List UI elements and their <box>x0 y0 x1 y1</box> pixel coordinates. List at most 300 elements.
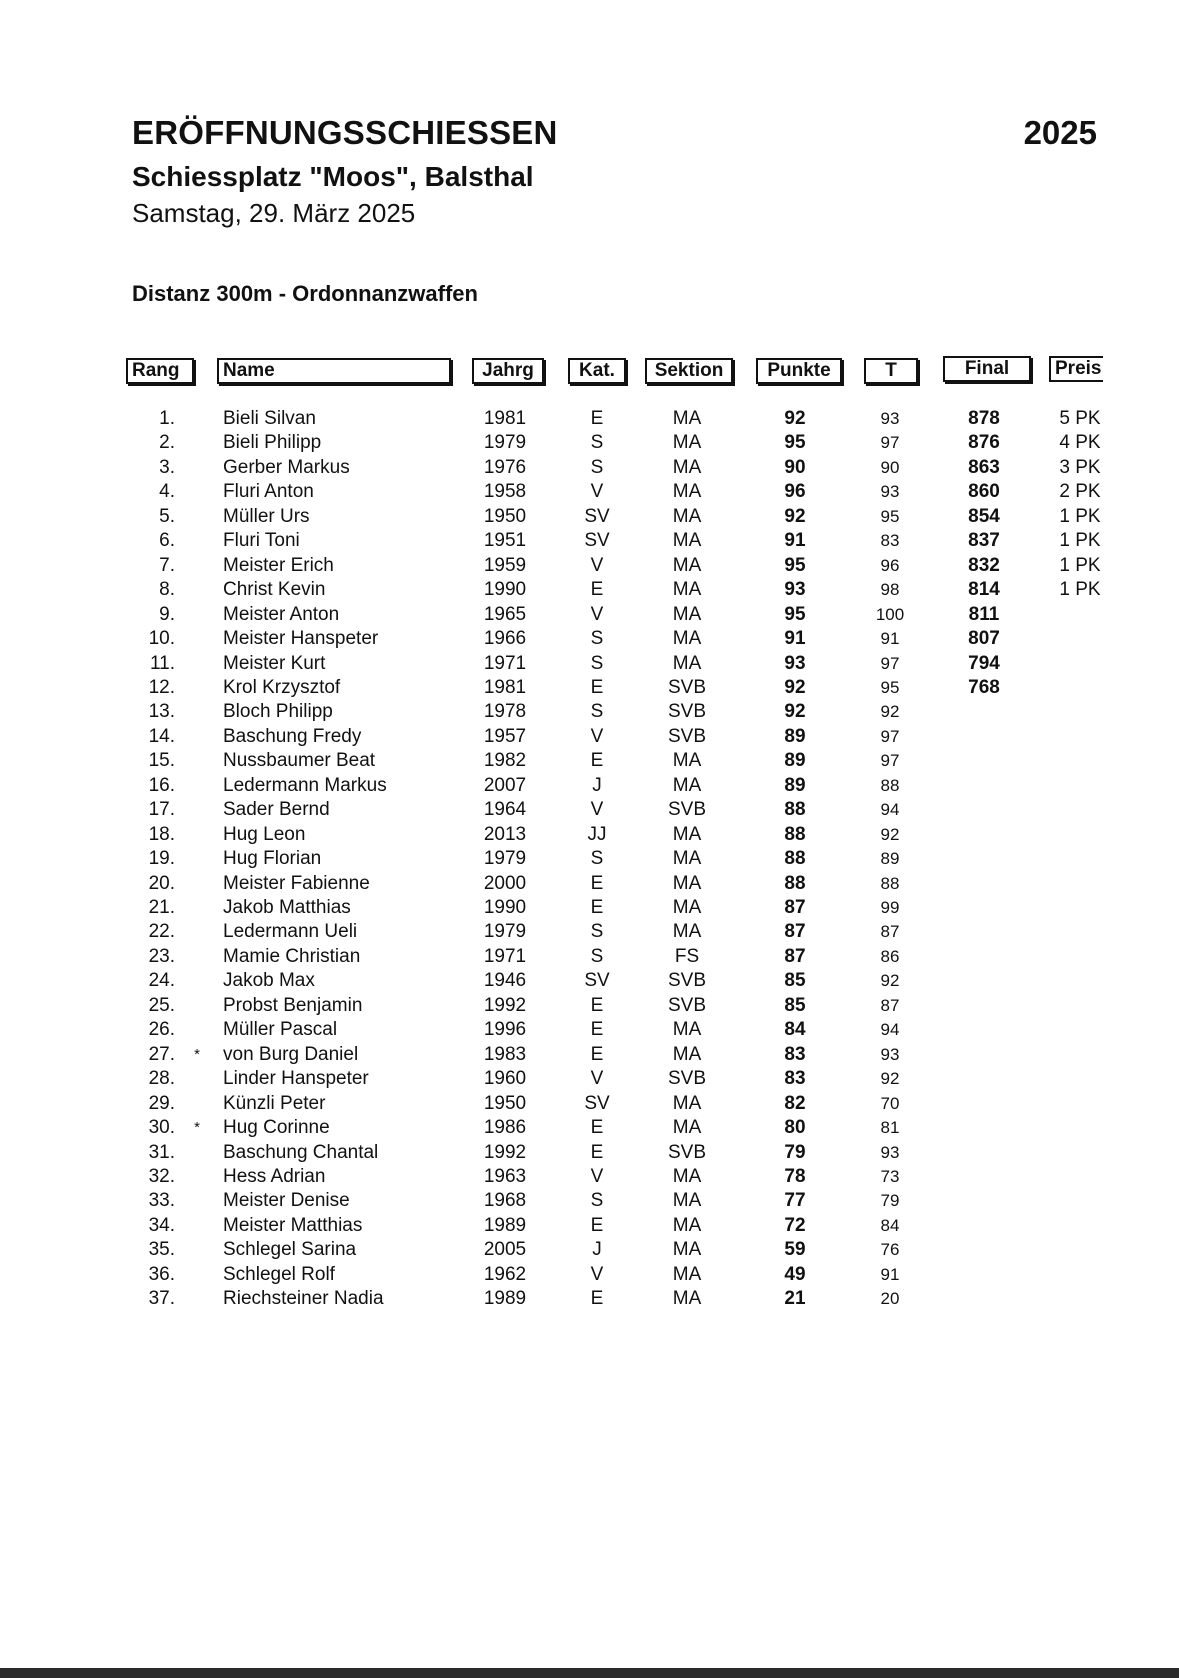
rank-cell: 36. <box>148 1263 175 1285</box>
category-cell: S <box>590 945 604 967</box>
name-cell: Baschung Chantal <box>223 1141 379 1163</box>
points-cell: 84 <box>784 1019 806 1041</box>
prize-cell: 4 PK <box>1059 432 1101 454</box>
name-cell: Gerber Markus <box>223 456 350 478</box>
category-cell: E <box>590 1043 604 1065</box>
category-cell: E <box>590 872 604 894</box>
column-header-preis: Preis <box>1049 356 1103 382</box>
marker-cell: * <box>194 1045 200 1063</box>
t-score-cell: 94 <box>880 1020 900 1040</box>
event-year: 2025 <box>1023 114 1097 151</box>
column-header-name: Name <box>217 358 451 384</box>
rank-cell: 2. <box>159 432 175 454</box>
table-row <box>0 994 1179 1018</box>
table-row <box>0 872 1179 896</box>
section-cell: MA <box>672 1214 702 1236</box>
category-cell: V <box>590 603 604 625</box>
rank-cell: 16. <box>148 774 175 796</box>
section-cell: MA <box>672 652 702 674</box>
section-cell: MA <box>672 921 702 943</box>
category-cell: SV <box>584 530 610 552</box>
table-row <box>0 1092 1179 1116</box>
section-cell: MA <box>672 823 702 845</box>
points-cell: 80 <box>784 1117 806 1139</box>
t-score-cell: 70 <box>880 1093 900 1113</box>
rank-cell: 33. <box>148 1190 175 1212</box>
name-cell: Müller Pascal <box>223 1019 338 1041</box>
section-cell: MA <box>672 432 702 454</box>
table-row <box>0 578 1179 602</box>
t-score-cell: 87 <box>880 922 900 942</box>
t-score-cell: 79 <box>880 1191 900 1211</box>
year-cell: 1989 <box>483 1288 527 1310</box>
table-row <box>0 1067 1179 1091</box>
points-cell: 91 <box>784 628 806 650</box>
rank-cell: 7. <box>159 554 175 576</box>
name-cell: Meister Anton <box>223 603 340 625</box>
t-score-cell: 100 <box>875 604 905 624</box>
rank-cell: 6. <box>159 530 175 552</box>
name-cell: Bieli Silvan <box>223 408 316 429</box>
t-score-cell: 92 <box>880 971 900 991</box>
prize-cell: 5 PK <box>1059 408 1101 429</box>
points-cell: 95 <box>784 603 806 625</box>
final-cell: 876 <box>968 432 1000 454</box>
year-cell: 1971 <box>483 945 527 967</box>
column-header-final: Final <box>943 356 1031 382</box>
t-score-cell: 76 <box>880 1240 900 1260</box>
name-cell: Ledermann Markus <box>223 774 387 796</box>
t-score-cell: 93 <box>880 409 900 428</box>
section-cell: MA <box>672 774 702 796</box>
rank-cell: 9. <box>159 603 175 625</box>
t-score-cell: 98 <box>880 580 900 600</box>
category-cell: S <box>590 432 604 454</box>
table-row <box>0 969 1179 993</box>
t-score-cell: 87 <box>880 995 900 1015</box>
t-score-cell: 84 <box>880 1215 900 1235</box>
year-cell: 2000 <box>483 872 527 894</box>
table-row <box>0 1043 1179 1067</box>
table-row <box>0 945 1179 969</box>
table-row <box>0 480 1179 504</box>
table-row <box>0 920 1179 944</box>
prize-cell: 1 PK <box>1059 554 1101 576</box>
section-cell: MA <box>672 750 702 772</box>
table-row <box>0 823 1179 847</box>
year-cell: 1959 <box>483 554 527 576</box>
section-cell: MA <box>672 603 702 625</box>
category-cell: SV <box>584 1092 610 1114</box>
section-cell: MA <box>672 481 702 503</box>
name-cell: Meister Hanspeter <box>223 628 379 650</box>
final-cell: 794 <box>968 652 1000 674</box>
points-cell: 21 <box>784 1288 806 1310</box>
table-row <box>0 627 1179 651</box>
t-score-cell: 93 <box>880 482 900 502</box>
year-cell: 2007 <box>483 774 527 796</box>
name-cell: Christ Kevin <box>223 579 326 601</box>
name-cell: Linder Hanspeter <box>223 1068 369 1090</box>
year-cell: 1971 <box>483 652 527 674</box>
rank-cell: 22. <box>148 921 175 943</box>
category-cell: E <box>590 1117 604 1139</box>
column-header-punkte: Punkte <box>756 358 842 384</box>
year-cell: 1978 <box>483 701 527 723</box>
marker-cell: * <box>194 1119 200 1137</box>
section-cell: SVB <box>667 701 707 723</box>
table-row <box>0 896 1179 920</box>
category-cell: S <box>590 1190 604 1212</box>
prize-cell: 3 PK <box>1059 456 1101 478</box>
section-cell: SVB <box>667 799 707 821</box>
table-row <box>0 1018 1179 1042</box>
category-cell: E <box>590 408 604 429</box>
rank-cell: 20. <box>148 872 175 894</box>
rank-cell: 5. <box>159 505 175 527</box>
name-cell: Baschung Fredy <box>223 725 362 747</box>
rank-cell: 31. <box>148 1141 175 1163</box>
t-score-cell: 97 <box>880 751 900 771</box>
final-cell: 854 <box>968 505 1000 527</box>
t-score-cell: 92 <box>880 824 900 844</box>
rank-cell: 8. <box>159 579 175 601</box>
table-row <box>0 505 1179 529</box>
category-cell: J <box>592 774 602 796</box>
column-header-t: T <box>864 358 918 384</box>
t-score-cell: 92 <box>880 702 900 722</box>
name-cell: Schlegel Sarina <box>223 1239 357 1261</box>
year-cell: 1957 <box>483 725 527 747</box>
points-cell: 89 <box>784 774 806 796</box>
year-cell: 1981 <box>483 408 527 429</box>
name-cell: Fluri Anton <box>223 481 314 503</box>
rank-cell: 13. <box>148 701 175 723</box>
category-cell: E <box>590 1019 604 1041</box>
table-row <box>0 1287 1179 1311</box>
year-cell: 1968 <box>483 1190 527 1212</box>
category-cell: E <box>590 897 604 918</box>
t-score-cell: 97 <box>880 726 900 746</box>
section-cell: FS <box>674 945 700 967</box>
column-header-rang: Rang <box>126 358 194 384</box>
rank-cell: 17. <box>148 799 175 821</box>
rank-cell: 27. <box>148 1043 175 1065</box>
final-cell: 863 <box>968 456 1000 478</box>
final-cell: 860 <box>968 481 1000 503</box>
year-cell: 1990 <box>483 897 527 918</box>
name-cell: Meister Kurt <box>223 652 326 674</box>
category-cell: E <box>590 994 604 1016</box>
prize-cell: 2 PK <box>1059 481 1101 503</box>
section-cell: MA <box>672 1019 702 1041</box>
t-score-cell: 97 <box>880 653 900 673</box>
final-cell: 837 <box>968 530 1000 552</box>
final-cell: 807 <box>968 628 1000 650</box>
t-score-cell: 96 <box>880 555 900 575</box>
table-row <box>0 1116 1179 1140</box>
table-row <box>0 652 1179 676</box>
column-header-sektion: Sektion <box>645 358 733 384</box>
table-row <box>0 431 1179 455</box>
section-cell: MA <box>672 579 702 601</box>
category-cell: E <box>590 1288 604 1310</box>
table-row <box>0 798 1179 822</box>
name-cell: Krol Krzysztof <box>223 676 341 698</box>
year-cell: 2005 <box>483 1239 527 1261</box>
t-score-cell: 97 <box>880 433 900 453</box>
rank-cell: 28. <box>148 1068 175 1090</box>
rank-cell: 37. <box>148 1288 175 1310</box>
rank-cell: 21. <box>148 897 175 918</box>
name-cell: Hug Florian <box>223 848 322 870</box>
table-row <box>0 700 1179 724</box>
points-cell: 79 <box>784 1141 806 1163</box>
category-cell: JJ <box>587 823 607 845</box>
year-cell: 1986 <box>483 1117 527 1139</box>
points-cell: 96 <box>784 481 806 503</box>
name-cell: Ledermann Ueli <box>223 921 358 943</box>
section-cell: SVB <box>667 676 707 698</box>
year-cell: 1958 <box>483 481 527 503</box>
table-row <box>0 554 1179 578</box>
points-cell: 92 <box>784 701 806 723</box>
name-cell: Jakob Max <box>223 970 315 992</box>
section-cell: SVB <box>667 725 707 747</box>
name-cell: Meister Denise <box>223 1190 350 1212</box>
name-cell: Nussbaumer Beat <box>223 750 376 772</box>
points-cell: 89 <box>784 750 806 772</box>
rank-cell: 15. <box>148 750 175 772</box>
event-location: Schiessplatz "Moos", Balsthal <box>132 161 534 192</box>
name-cell: Hug Leon <box>223 823 306 845</box>
section-cell: MA <box>672 848 702 870</box>
points-cell: 49 <box>784 1263 806 1285</box>
rank-cell: 18. <box>148 823 175 845</box>
rank-cell: 29. <box>148 1092 175 1114</box>
table-row <box>0 1238 1179 1262</box>
section-cell: MA <box>672 1263 702 1285</box>
year-cell: 1992 <box>483 1141 527 1163</box>
points-cell: 82 <box>784 1092 806 1114</box>
rank-cell: 34. <box>148 1214 175 1236</box>
section-cell: MA <box>672 554 702 576</box>
section-cell: MA <box>672 628 702 650</box>
table-row <box>0 1263 1179 1287</box>
table-row <box>0 456 1179 480</box>
points-cell: 59 <box>784 1239 806 1261</box>
section-cell: SVB <box>667 1141 707 1163</box>
rank-cell: 12. <box>148 676 175 698</box>
final-cell: 832 <box>968 554 1000 576</box>
points-cell: 91 <box>784 530 806 552</box>
section-cell: MA <box>672 1288 702 1310</box>
points-cell: 89 <box>784 725 806 747</box>
points-cell: 93 <box>784 652 806 674</box>
category-cell: V <box>590 725 604 747</box>
category-cell: V <box>590 1263 604 1285</box>
category-cell: E <box>590 579 604 601</box>
table-row <box>0 749 1179 773</box>
category-cell: S <box>590 628 604 650</box>
points-cell: 85 <box>784 970 806 992</box>
category-cell: S <box>590 652 604 674</box>
table-row <box>0 1165 1179 1189</box>
year-cell: 1983 <box>483 1043 527 1065</box>
name-cell: Hess Adrian <box>223 1165 326 1187</box>
section-cell: MA <box>672 505 702 527</box>
year-cell: 1996 <box>483 1019 527 1041</box>
name-cell: Künzli Peter <box>223 1092 326 1114</box>
prize-cell: 1 PK <box>1059 579 1101 601</box>
section-cell: MA <box>672 1190 702 1212</box>
t-score-cell: 92 <box>880 1069 900 1089</box>
rank-cell: 4. <box>159 481 175 503</box>
year-cell: 1950 <box>483 505 527 527</box>
category-cell: SV <box>584 505 610 527</box>
points-cell: 95 <box>784 554 806 576</box>
section-cell: MA <box>672 530 702 552</box>
year-cell: 1950 <box>483 1092 527 1114</box>
t-score-cell: 88 <box>880 775 900 795</box>
section-cell: MA <box>672 872 702 894</box>
category-cell: V <box>590 481 604 503</box>
points-cell: 93 <box>784 579 806 601</box>
table-row <box>0 1189 1179 1213</box>
table-row <box>0 847 1179 871</box>
t-score-cell: 86 <box>880 946 900 966</box>
table-row <box>0 603 1179 627</box>
name-cell: Meister Fabienne <box>223 872 370 894</box>
prize-cell: 1 PK <box>1059 505 1101 527</box>
category-cell: S <box>590 848 604 870</box>
t-score-cell: 93 <box>880 1044 900 1064</box>
final-cell: 768 <box>968 676 1000 698</box>
points-cell: 88 <box>784 799 806 821</box>
category-cell: V <box>590 554 604 576</box>
rank-cell: 11. <box>149 652 175 674</box>
t-score-cell: 93 <box>880 1142 900 1162</box>
prize-cell: 1 PK <box>1059 530 1101 552</box>
section-cell: MA <box>672 1239 702 1261</box>
points-cell: 85 <box>784 994 806 1016</box>
category-cell: J <box>592 1239 602 1261</box>
t-score-cell: 95 <box>880 677 900 697</box>
table-row <box>0 725 1179 749</box>
t-score-cell: 91 <box>880 629 900 649</box>
t-score-cell: 90 <box>880 457 900 477</box>
table-row <box>0 1214 1179 1238</box>
t-score-cell: 94 <box>880 800 900 820</box>
name-cell: Sader Bernd <box>223 799 330 821</box>
category-cell: V <box>590 799 604 821</box>
section-cell: MA <box>672 1043 702 1065</box>
section-cell: MA <box>672 456 702 478</box>
year-cell: 1979 <box>483 921 527 943</box>
name-cell: Meister Matthias <box>223 1214 363 1236</box>
table-row <box>0 1141 1179 1165</box>
year-cell: 1992 <box>483 994 527 1016</box>
section-cell: MA <box>672 408 702 429</box>
year-cell: 1990 <box>483 579 527 601</box>
points-cell: 77 <box>784 1190 806 1212</box>
bottom-edge-bar <box>0 1668 1179 1678</box>
rank-cell: 19. <box>148 848 175 870</box>
points-cell: 87 <box>784 897 806 918</box>
rank-cell: 1. <box>159 408 175 429</box>
points-cell: 92 <box>784 408 806 429</box>
points-cell: 95 <box>784 432 806 454</box>
points-cell: 92 <box>784 505 806 527</box>
rank-cell: 14. <box>148 725 175 747</box>
final-cell: 878 <box>968 408 1000 429</box>
section-cell: SVB <box>667 970 707 992</box>
name-cell: Riechsteiner Nadia <box>223 1288 384 1310</box>
distance-heading: Distanz 300m - Ordonnanzwaffen <box>132 281 478 306</box>
section-cell: MA <box>672 1165 702 1187</box>
points-cell: 88 <box>784 823 806 845</box>
table-row <box>0 676 1179 700</box>
t-score-cell: 91 <box>880 1264 900 1284</box>
category-cell: S <box>590 701 604 723</box>
table-row <box>0 529 1179 553</box>
section-cell: MA <box>672 1117 702 1139</box>
table-row <box>0 407 1179 431</box>
year-cell: 1982 <box>483 750 527 772</box>
rank-cell: 3. <box>159 456 175 478</box>
rank-cell: 10. <box>148 628 175 650</box>
t-score-cell: 99 <box>880 898 900 917</box>
name-cell: Jakob Matthias <box>223 897 351 918</box>
final-cell: 811 <box>968 603 1000 625</box>
year-cell: 1960 <box>483 1068 527 1090</box>
points-cell: 87 <box>784 921 806 943</box>
points-cell: 87 <box>784 945 806 967</box>
name-cell: Bloch Philipp <box>223 701 333 723</box>
category-cell: SV <box>584 970 610 992</box>
t-score-cell: 89 <box>880 849 900 869</box>
points-cell: 78 <box>784 1165 806 1187</box>
year-cell: 1965 <box>483 603 527 625</box>
year-cell: 1979 <box>483 432 527 454</box>
category-cell: E <box>590 1214 604 1236</box>
points-cell: 83 <box>784 1043 806 1065</box>
category-cell: E <box>590 1141 604 1163</box>
points-cell: 88 <box>784 848 806 870</box>
points-cell: 90 <box>784 456 806 478</box>
column-header-kat: Kat. <box>568 358 626 384</box>
category-cell: E <box>590 750 604 772</box>
year-cell: 1979 <box>483 848 527 870</box>
name-cell: Mamie Christian <box>223 945 361 967</box>
year-cell: 2013 <box>483 823 527 845</box>
rank-cell: 35. <box>148 1239 175 1261</box>
name-cell: Schlegel Rolf <box>223 1263 335 1285</box>
page-title: ERÖFFNUNGSSCHIESSEN <box>132 114 558 151</box>
year-cell: 1962 <box>483 1263 527 1285</box>
event-date: Samstag, 29. März 2025 <box>132 198 416 228</box>
name-cell: Bieli Philipp <box>223 432 322 454</box>
name-cell: von Burg Daniel <box>223 1043 359 1065</box>
category-cell: S <box>590 456 604 478</box>
rank-cell: 26. <box>148 1019 175 1041</box>
section-cell: MA <box>672 897 702 918</box>
table-row <box>0 774 1179 798</box>
rank-cell: 25. <box>148 994 175 1016</box>
t-score-cell: 88 <box>880 873 900 893</box>
rank-cell: 30. <box>148 1117 175 1139</box>
rank-cell: 24. <box>148 970 175 992</box>
